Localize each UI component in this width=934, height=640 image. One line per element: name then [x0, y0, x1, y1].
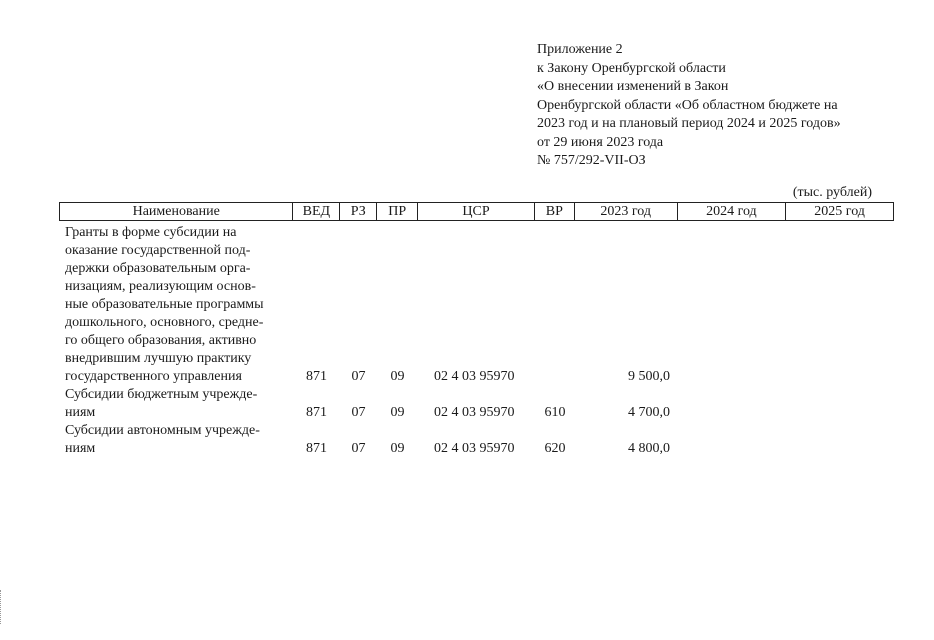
cell-rz: 07	[351, 405, 366, 420]
header-pr: ПР	[377, 203, 418, 220]
header-name: Наименование	[60, 203, 293, 220]
cell-rz: 07	[351, 369, 366, 384]
row-name-line: ные образовательные программы	[65, 297, 264, 312]
cell-csr: 02 4 03 95970	[434, 405, 515, 420]
cell-2023: 4 700,0	[628, 405, 670, 420]
table-header	[59, 202, 894, 221]
row-name-line: го общего образования, активно	[65, 333, 257, 348]
row-name-line: оказание государственной под-	[65, 243, 251, 258]
cell-2023: 4 800,0	[628, 441, 670, 456]
cell-csr: 02 4 03 95970	[434, 369, 515, 384]
appendix-line: Приложение 2	[537, 42, 623, 57]
cell-2023: 9 500,0	[628, 369, 670, 384]
appendix-line: Оренбургской области «Об областном бюджете на	[537, 97, 838, 113]
row-name-line: держки образовательным орга-	[65, 261, 251, 276]
header-2025: 2025 год	[814, 204, 865, 219]
row-name-line: Субсидии бюджетным учрежде-	[65, 387, 258, 402]
scan-margin-mark	[0, 590, 3, 624]
cell-vr: 620	[544, 441, 566, 456]
table-row	[59, 386, 894, 422]
row-name-line: дошкольного, основного, средне-	[65, 315, 264, 330]
cell-csr: 02 4 03 95970	[434, 441, 515, 456]
header-vr: ВР	[535, 203, 575, 220]
header-ved: ВЕД	[293, 203, 340, 220]
header-2023: 2023 год	[575, 203, 678, 220]
cell-rz: 07	[351, 441, 366, 456]
appendix-line: к Закону Оренбургской области	[537, 60, 726, 76]
appendix-heading	[537, 41, 897, 171]
cell-pr: 09	[390, 441, 405, 456]
header-csr: ЦСР	[418, 203, 535, 220]
appendix-line: 2023 год и на плановый период 2024 и 2025 годов»	[537, 116, 841, 131]
cell-vr: 610	[544, 405, 566, 420]
appendix-line: «О внесении изменений в Закон	[537, 79, 729, 94]
row-name	[59, 224, 293, 386]
row-name-line: ниям	[65, 405, 96, 420]
cell-ved: 871	[306, 405, 327, 420]
appendix-line: № 757/292-VII-ОЗ	[537, 153, 646, 168]
row-name-line: Субсидии автономным учрежде-	[65, 423, 260, 438]
row-name-line: ниям	[65, 441, 96, 456]
row-name-line: низациям, реализующим основ-	[65, 279, 256, 294]
cell-pr: 09	[390, 405, 405, 420]
cell-ved: 871	[306, 369, 327, 384]
table-row	[59, 224, 894, 386]
cell-pr: 09	[390, 369, 405, 384]
budget-table	[59, 202, 894, 458]
header-2024: 2024 год	[678, 203, 787, 220]
table-row	[59, 422, 894, 458]
row-name	[59, 386, 293, 422]
row-name-line: государственного управления	[65, 369, 242, 384]
row-name-line: Гранты в форме субсидии на	[65, 225, 237, 240]
row-name	[59, 422, 293, 458]
row-name-line: внедрившим лучшую практику	[65, 351, 252, 366]
units-label: (тыс. рублей)	[792, 185, 872, 200]
header-rz: РЗ	[340, 203, 377, 220]
appendix-line: от 29 июня 2023 года	[537, 134, 664, 150]
cell-ved: 871	[306, 441, 327, 456]
